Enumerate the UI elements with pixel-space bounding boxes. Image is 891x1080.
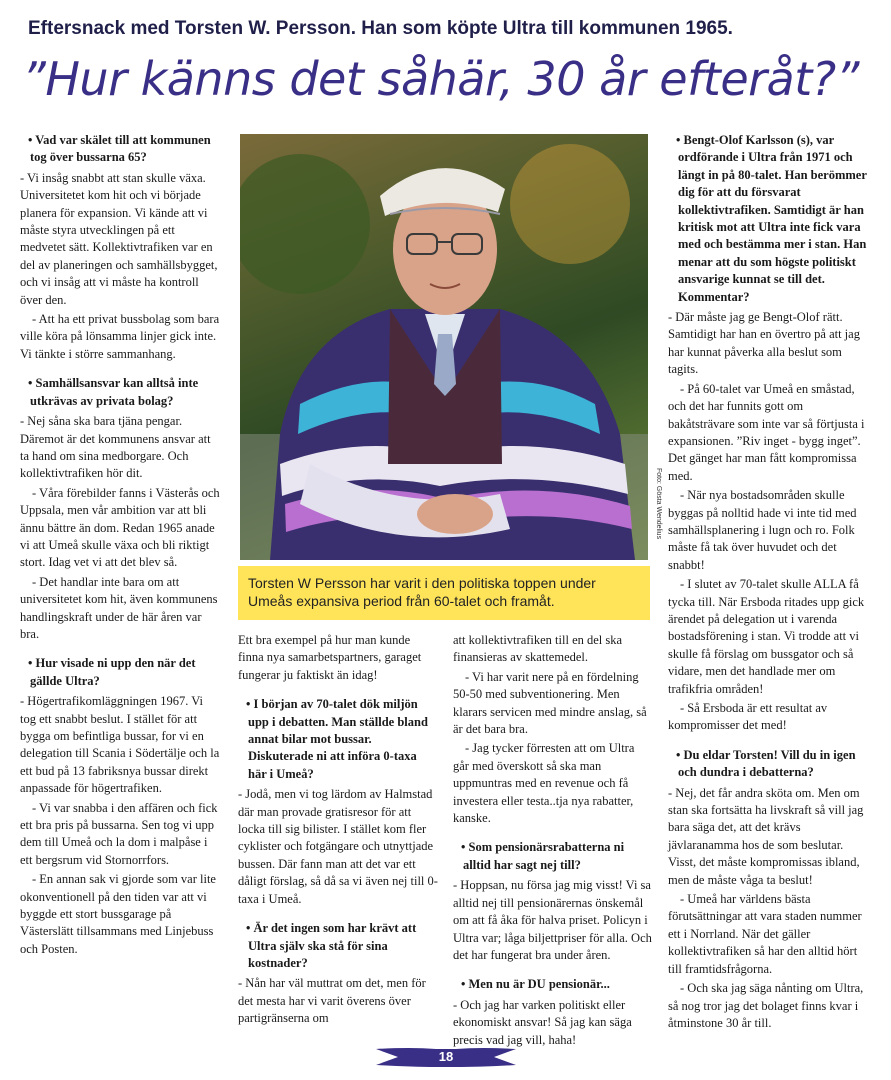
answer-paragraph: - Våra förebilder fanns i Västerås och Uppsala, men vår ambition var att bli ännu bättre än dom. Redan 1965 anade vi att Umeå skulle växa och bli riktigt stort. Idag vet vi att det blev så.	[20, 485, 220, 570]
column-2	[238, 632, 438, 1030]
answer-paragraph: - Jag tycker förresten att om Ultra går med överskott så ska man uppmuntras med en revenue och få investera eller testa..tja nya rabatter, kanske.	[453, 741, 635, 826]
answer-paragraph: Ett bra exempel på hur man kunde finna nya samarbetspartners, garaget fungerar ju faktiskt än idag!	[238, 633, 422, 682]
question-paragraph: • Du eldar Torsten! Vill du in igen och dundra i debatterna?	[676, 747, 856, 780]
answer-paragraph: - Nån har väl muttrat om det, men för det mesta har vi varit överens över partigränserna om	[238, 976, 426, 1026]
question-paragraph: • Som pensionärsrabatterna ni alltid har sagt nej till?	[461, 840, 625, 872]
answer-paragraph: - Så Ersboda är ett resultat av kompromisser det med!	[668, 701, 828, 733]
answer-paragraph: - Jodå, men vi tog lärdom av Halmstad där man provade gratisresor för att locka till sig bilister. I stället kom fler cyklister och fotgängare och utnyttjade bussen. Där fann man att det var ett dåligt förslag, så då sa vi även nej till 0-taxa i Umeå.	[238, 787, 438, 906]
question-paragraph: • Samhällsansvar kan alltså inte utkrävas av privata bolag?	[28, 376, 199, 408]
answer-paragraph: - I slutet av 70-talet skulle ALLA få tycka till. När Ersboda ritades upp gick ärendet på delegation ut i varenda bostadsförening i stan. Vi trodde att vi skulle få förslag om bussgator och så vidare, men det handlade mer om trafikfria områden!	[668, 577, 865, 696]
column-1	[20, 132, 220, 960]
question-paragraph: • Är det ingen som har krävt att Ultra själv ska stå för sina kostnader?	[246, 921, 417, 970]
answer-paragraph: - Högertrafikomläggningen 1967. Vi tog ett snabbt beslut. I stället för att bygga om befintliga bussar, for vi en delegation till Scania i Södertälje och la ett bud på 13 fabriksnya bussar direkt anpassade för högertrafiken.	[20, 694, 220, 796]
answer-paragraph: - Vi var snabba i den affären och fick ett bra pris på bussarna. Sen tog vi upp dem till Umeå och la dom i malpåse i ett bergsrum vid Stornorrfors.	[20, 800, 218, 867]
answer-paragraph: - Nej, det får andra sköta om. Men om stan ska fortsätta ha livskraft så vill jag bara säga det, att det krävs jävlaranamma hos de som beslutar. Visst, det måste kompromissas ibland, men de måste våga ta beslut!	[668, 785, 864, 887]
question-paragraph: • Men nu är DU pensionär...	[461, 977, 610, 992]
page-number: 18	[438, 1049, 454, 1064]
headline: ”Hur känns det såhär, 30 år efteråt?”	[22, 52, 860, 106]
answer-paragraph: - Vi insåg snabbt att stan skulle växa. Universitetet kom hit och vi började planera för expansion. Vi kände att vi måste styra utvecklingen på ett medvetet sätt. Kollektivtrafiken var en del av planeringen och samhällsbygget, och vi insåg att vi måste ha kontroll över den.	[20, 170, 218, 307]
answer-paragraph: - Umeå har världens bästa förutsättningar att vara staden nummer ett i Norrland. När det gäller kollektivtrafiken så har den alltid hört till framtidsfrågorna.	[668, 892, 862, 976]
answer-paragraph: - Vi har varit nere på en fördelning 50-50 med subventionering. Men klarars servicen med mindre anslag, så är det bara bra.	[453, 669, 647, 737]
question-paragraph: • I början av 70-talet dök miljön upp i debatten. Man ställde bland annat bilar mot bussar. Diskuterade ni att införa 0-taxa här i Umeå?	[246, 697, 428, 781]
answer-paragraph: - Det handlar inte bara om att universitetet kom hit, även kommunens handlingskraft under de här åren var bra.	[20, 574, 218, 641]
answer-paragraph: - Att ha ett privat bussbolag som bara ville köra på lönsamma linjer gick inte. Vi tänkte i större sammanhang.	[20, 312, 220, 361]
answer-paragraph: - Och jag har varken politiskt eller ekonomiskt ansvar! Så jag kan säga precis vad jag vill, haha!	[453, 997, 632, 1047]
column-4	[668, 132, 868, 1034]
portrait-illustration	[240, 134, 648, 560]
answer-paragraph: - En annan sak vi gjorde som var lite okonventionell på den tiden var att vi byggde ett stort bussgarage på Västerslätt tillsammans med Linjebuss och Posten.	[20, 872, 216, 956]
kicker: Eftersnack med Torsten W. Persson. Han som köpte Ultra till kommunen 1965.	[28, 18, 733, 39]
question-paragraph: • Bengt-Olof Karlsson (s), var ordförande i Ultra från 1971 och längt in på 80-talet. Han berömmer dig för att du försvarat kollektivtrafiken. Samtidigt är han kritisk mot att Ultra inte fick vara med och bestämma mer i stan. Han menar att du som högste politiskt ansvarige kunnat se till det. Kommentar?	[676, 133, 867, 304]
answer-paragraph: att kollektivtrafiken till en del ska finansieras av skattemedel.	[453, 633, 623, 665]
photo-credit: Foto: Gösta Wendelius	[655, 468, 662, 540]
answer-paragraph: - När nya bostadsområden skulle byggas på nolltid hade vi inte tid med samhällsplanering i lugn och ro. Folk måste få tak över huvudet och det snabbt!	[668, 488, 857, 572]
answer-paragraph: - Där måste jag ge Bengt-Olof rätt. Samtidigt har han en övertro på att jag har kunnat påverka alla beslut som tagits.	[668, 310, 860, 377]
answer-paragraph: - Och ska jag säga nånting om Ultra, så nog tror jag det bolaget finns kvar i åtminstone 30 år till.	[668, 981, 864, 1030]
answer-paragraph: - På 60-talet var Umeå en småstad, och det har funnits gott om bakåtsträvare som inte var så förtjusta i expansionen. ”Riv inget - bygg inget”. Det gänget har man fått kompromissa med.	[668, 381, 865, 483]
page-number-badge	[376, 1045, 516, 1071]
photo-caption: Torsten W Persson har varit i den politiska toppen under Umeås expansiva period från 60-talet och framåt.	[238, 566, 650, 620]
answer-paragraph: - Hoppsan, nu försa jag mig visst! Vi sa alltid nej till pensionärernas önskemål om att få åka för halva priset. Policyn i Ultra var; låga biljettpriser för alla. Och det har fungerat bra under åren.	[453, 878, 652, 962]
column-3	[453, 632, 653, 1051]
question-paragraph: • Vad var skälet till att kommunen tog över bussarna 65?	[28, 133, 211, 165]
portrait-photo	[240, 134, 648, 560]
answer-paragraph: - Nej såna ska bara tjäna pengar. Däremot är det kommunens ansvar att ta hand om sina medborgare. Och kollektivtrafiken hör dit.	[20, 414, 211, 481]
question-paragraph: • Hur visade ni upp den när det gällde Ultra?	[28, 656, 196, 688]
